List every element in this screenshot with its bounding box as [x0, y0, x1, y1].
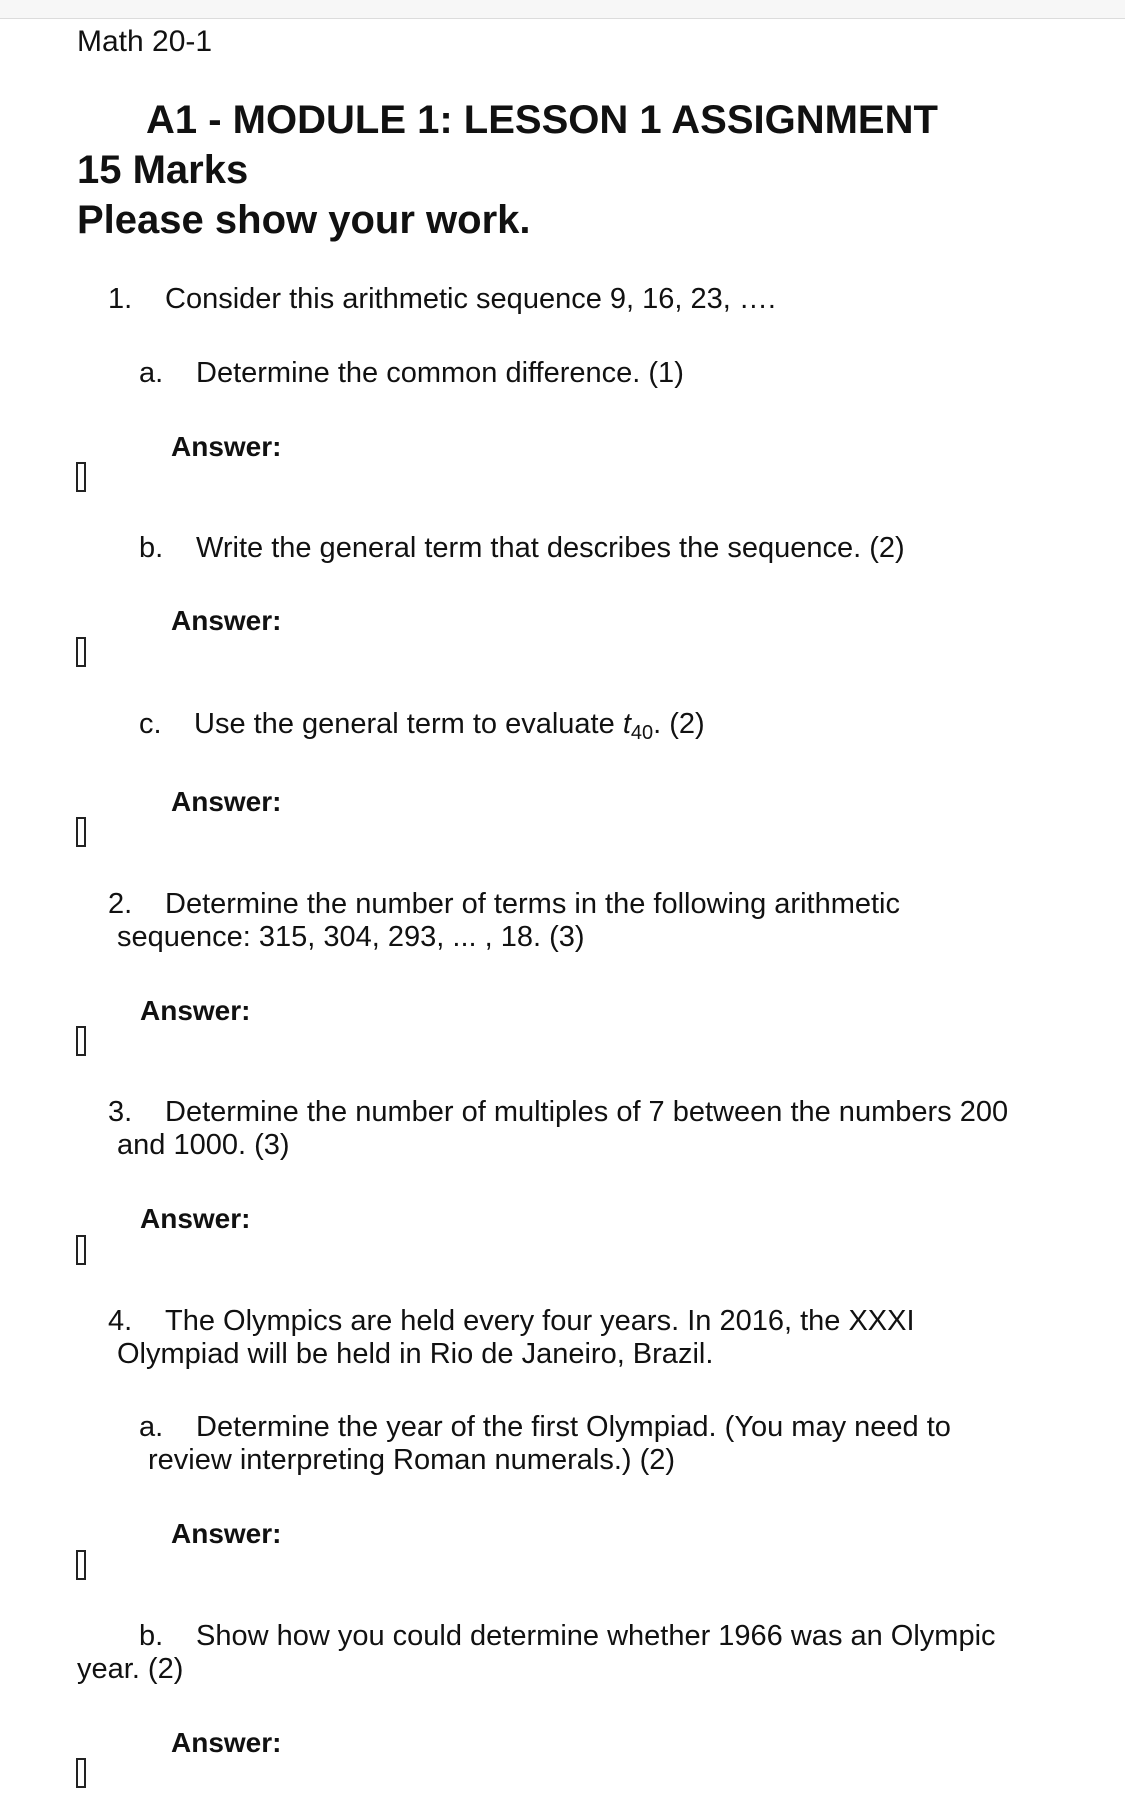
total-marks: 15 Marks	[77, 148, 249, 192]
question-1b	[139, 531, 905, 566]
question-1c	[139, 707, 705, 745]
answer-field-1b[interactable]	[76, 637, 86, 667]
question-text: Determine the year of the first Olympiad. (You may need to	[196, 1411, 951, 1443]
part-letter: a.	[139, 1411, 164, 1443]
question-text: Determine the number of multiples of 7 between the numbers 200	[165, 1096, 1009, 1128]
question-number: 3.	[108, 1096, 133, 1128]
term-subscript: 40	[630, 722, 654, 744]
question-text: Show how you could determine whether 1966 was an Olympic	[196, 1620, 996, 1652]
answer-field-1c[interactable]	[76, 817, 86, 847]
part-letter: b.	[139, 532, 164, 564]
answer-label: Answer:	[171, 786, 282, 817]
question-text: Consider this arithmetic sequence 9, 16, 23, ….	[165, 283, 776, 315]
part-letter: c.	[139, 708, 162, 740]
question-1a	[139, 356, 684, 391]
answer-label: Answer:	[140, 1203, 251, 1234]
question-number: 2.	[108, 888, 133, 920]
answer-label: Answer:	[140, 995, 251, 1026]
answer-label: Answer:	[171, 1518, 282, 1549]
question-number: 1.	[108, 283, 133, 315]
question-2	[108, 887, 900, 922]
question-2-continued: sequence: 315, 304, 293, ... , 18. (3)	[117, 921, 585, 953]
question-text: Determine the common difference. (1)	[196, 357, 684, 389]
answer-field-2[interactable]	[76, 1026, 86, 1056]
answer-label: Answer:	[171, 605, 282, 636]
answer-field-4b[interactable]	[76, 1758, 86, 1788]
answer-field-1a[interactable]	[76, 462, 86, 492]
instruction-text: Please show your work.	[77, 198, 531, 242]
question-3	[108, 1095, 1008, 1130]
question-3-continued: and 1000. (3)	[117, 1129, 290, 1161]
question-number: 4.	[108, 1305, 133, 1337]
question-4b-continued: year. (2)	[77, 1653, 184, 1685]
answer-field-4a[interactable]	[76, 1550, 86, 1580]
answer-label: Answer:	[171, 431, 282, 462]
answer-label: Answer:	[171, 1727, 282, 1758]
course-name: Math 20-1	[77, 25, 213, 58]
question-text-end: . (2)	[653, 708, 705, 740]
question-text: The Olympics are held every four years. In 2016, the XXXI	[165, 1305, 915, 1337]
question-text: Determine the number of terms in the following arithmetic	[165, 888, 900, 920]
question-4a	[139, 1410, 951, 1445]
assignment-title: A1 - MODULE 1: LESSON 1 ASSIGNMENT	[146, 98, 938, 142]
term-variable: t	[622, 708, 631, 740]
top-divider	[0, 0, 1125, 19]
question-4b	[139, 1619, 996, 1654]
question-4a-continued: review interpreting Roman numerals.) (2)	[148, 1444, 676, 1476]
question-text: Use the general term to evaluate	[194, 708, 623, 740]
question-4-continued: Olympiad will be held in Rio de Janeiro, Brazil.	[117, 1338, 714, 1370]
part-letter: b.	[139, 1620, 164, 1652]
question-1	[108, 282, 776, 317]
part-letter: a.	[139, 357, 164, 389]
answer-field-3[interactable]	[76, 1235, 86, 1265]
question-text: Write the general term that describes the sequence. (2)	[196, 532, 905, 564]
question-4	[108, 1304, 915, 1339]
